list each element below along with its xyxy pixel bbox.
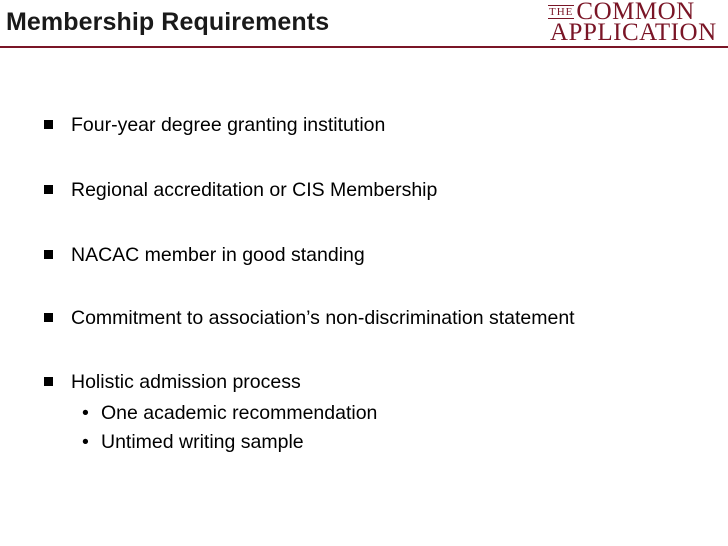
square-bullet-icon — [44, 120, 53, 129]
square-bullet-icon — [44, 313, 53, 322]
square-bullet-icon — [44, 185, 53, 194]
dot-bullet-icon: • — [82, 431, 89, 453]
slide-title: Membership Requirements — [6, 8, 330, 36]
logo-application: APPLICATION — [550, 19, 717, 46]
square-bullet-icon — [44, 250, 53, 259]
dot-bullet-icon: • — [82, 402, 89, 424]
sub-bullet-text: Untimed writing sample — [101, 431, 304, 453]
bullet-text: Holistic admission process — [71, 371, 301, 393]
sub-bullet-text: One academic recommendation — [101, 402, 378, 424]
bullet-text: Regional accreditation or CIS Membership — [71, 179, 438, 201]
bullet-text: Commitment to association’s non-discrimination statement — [71, 307, 575, 329]
bullet-text: Four-year degree granting institution — [71, 114, 386, 136]
logo-the: THE — [549, 6, 574, 18]
square-bullet-icon — [44, 377, 53, 386]
logo-common: COMMON — [576, 0, 695, 25]
bullet-text: NACAC member in good standing — [71, 244, 365, 266]
